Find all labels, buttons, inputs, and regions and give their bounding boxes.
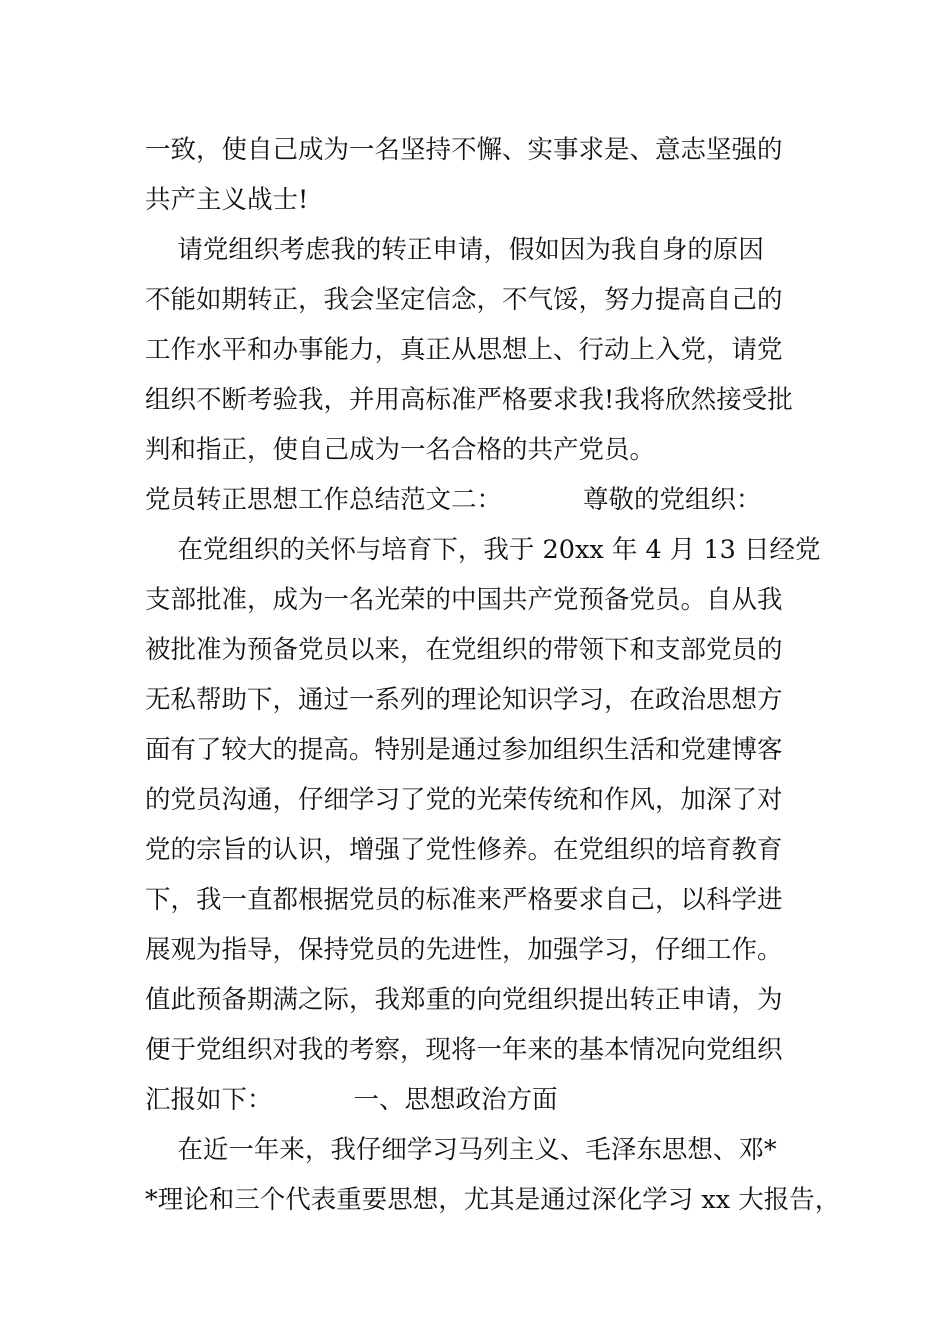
text-line: 支部批准，成为一名光荣的中国共产党预备党员。自从我 xyxy=(145,585,783,615)
text-line: 无私帮助下，通过一系列的理论知识学习，在政治思想方 xyxy=(145,685,783,715)
text-line: 工作水平和办事能力，真正从思想上、行动上入党，请党 xyxy=(145,335,783,365)
text-line: 展观为指导，保持党员的先进性，加强学习，仔细工作。 xyxy=(145,935,783,965)
text-line: 共产主义战士! xyxy=(145,185,309,215)
text-line: 被批准为预备党员以来，在党组织的带领下和支部党员的 xyxy=(145,635,783,665)
text-line: 组织不断考验我，并用高标准严格要求我!我将欣然接受批 xyxy=(145,385,793,415)
text-line: 请党组织考虑我的转正申请，假如因为我自身的原因 xyxy=(145,235,764,265)
text-line: 不能如期转正，我会坚定信念，不气馁，努力提高自己的 xyxy=(145,285,783,315)
text-line: 便于党组织对我的考察，现将一年来的基本情况向党组织 xyxy=(145,1035,783,1065)
text-line: *理论和三个代表重要思想，尤其是通过深化学习 xx 大报告， xyxy=(145,1185,841,1215)
section-heading: 党员转正思想工作总结范文二： 尊敬的党组织： xyxy=(145,485,762,515)
text-line: 面有了较大的提高。特别是通过参加组织生活和党建博客 xyxy=(145,735,783,765)
text-line: 汇报如下： 一、思想政治方面 xyxy=(145,1085,558,1115)
text-line: 判和指正，使自己成为一名合格的共产党员。 xyxy=(145,435,656,465)
text-line: 值此预备期满之际，我郑重的向党组织提出转正申请，为 xyxy=(145,985,783,1015)
text-line: 的党员沟通，仔细学习了党的光荣传统和作风，加深了对 xyxy=(145,785,783,815)
text-line: 党的宗旨的认识，增强了党性修养。在党组织的培育教育 xyxy=(145,835,783,865)
text-line: 一致，使自己成为一名坚持不懈、实事求是、意志坚强的 xyxy=(145,135,783,165)
text-line: 在近一年来，我仔细学习马列主义、毛泽东思想、邓* xyxy=(145,1135,777,1165)
text-line: 下，我一直都根据党员的标准来严格要求自己，以科学进 xyxy=(145,885,783,915)
text-line: 在党组织的关怀与培育下，我于 20xx 年 4 月 13 日经党 xyxy=(145,535,821,565)
